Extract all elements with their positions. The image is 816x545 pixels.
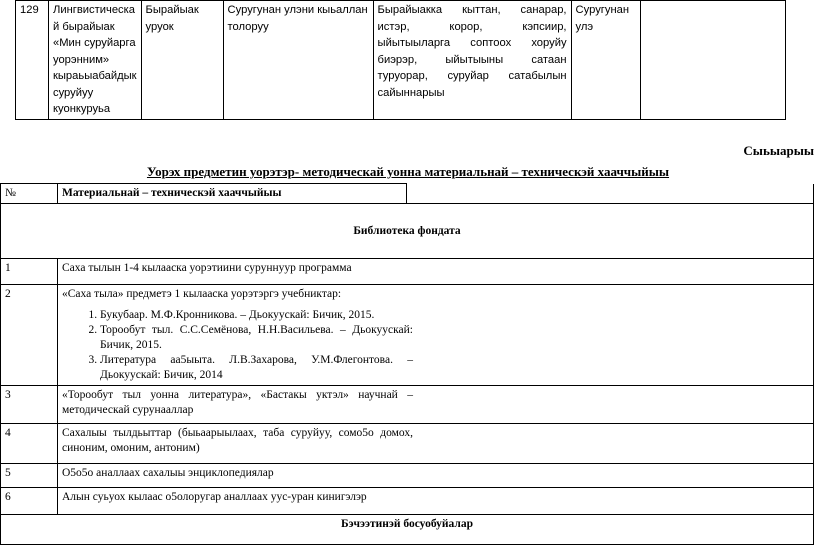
lesson-notes xyxy=(640,1,785,120)
row-number: 6 xyxy=(1,488,58,515)
section-digital-title: Бэчээтинэй босуобуйалар xyxy=(1,515,814,545)
lesson-plan-table xyxy=(15,0,786,120)
table-header xyxy=(1,184,814,204)
lesson-skills: Бырайыакка кыттан, санарар, истэр, корор, кэпсиир, ыйытыыларга соптоох хоруйу биэрэр, ыйытыыны сатаан туруорар, суруйар сатабылын сайыннарыы xyxy=(373,1,571,120)
table-row xyxy=(1,464,814,488)
table-row xyxy=(1,386,814,424)
lesson-type: Бырайыак уруок xyxy=(141,1,223,120)
lesson-number: 129 xyxy=(16,1,49,120)
row-text: Алын суьуох кылаас о5олоругар аналлаах уус-уран кинигэлэр xyxy=(58,488,814,515)
row-number: 3 xyxy=(1,386,58,424)
table-row xyxy=(1,488,814,515)
header-blank xyxy=(407,184,814,204)
row-text: Саха тылын 1-4 кылааска уорэтиини суруннуур программа xyxy=(58,259,814,285)
row-text: «Торообут тыл уонна литература», «Бастакы уктэл» научнай – методическай сурунааллар xyxy=(58,386,814,424)
section-library-title: Библиотека фондата xyxy=(1,204,814,259)
section-digital xyxy=(1,515,814,545)
header-number: № xyxy=(1,184,58,204)
table-row xyxy=(1,424,814,464)
row-text: «Саха тыла» предметэ 1 кылааска уорэтэргэ учебниктар: xyxy=(62,288,342,300)
row-text: Сахалыы тылдьыттар (быьаарыылаах, таба суруйуу, сомо5о домох, синоним, омоним, антоним) xyxy=(58,424,814,464)
lesson-topic: Лингвистическа й бырайыак «Мин суруйарга уорэнним» кыраьыабайдык суруйуу куонкуруьа xyxy=(49,1,142,120)
section-library xyxy=(1,204,814,259)
row-text: О5о5о аналлаах сахалыы энциклопедиялар xyxy=(58,464,814,488)
list-item: 3. Литература аа5ыыта. Л.В.Захарова, У.М.Флегонтова. – Дьокуускай: Бичик, 2014 xyxy=(100,353,413,383)
resources-table xyxy=(0,183,814,545)
table-row xyxy=(1,285,814,386)
row-number: 4 xyxy=(1,424,58,464)
lesson-control: Суругунан улэ xyxy=(571,1,640,120)
list-item: 1. Букубаар. М.Ф.Кронникова. – Дьокуускай: Бичик, 2015. xyxy=(100,308,413,323)
page-title: Уорэх предметин уорэтэр- методическай уонна материальнай – техническэй хааччыйыы xyxy=(146,164,670,179)
table-row xyxy=(1,259,814,285)
row-number: 5 xyxy=(1,464,58,488)
row-text-cell xyxy=(58,285,814,386)
lesson-activity: Суругунан улэни кыьаллан толоруу xyxy=(223,1,373,120)
lesson-row-129 xyxy=(16,1,786,120)
appendix-label: Сыьыарыы xyxy=(743,143,814,158)
textbook-list xyxy=(62,308,413,383)
row-number: 1 xyxy=(1,259,58,285)
list-item: 2. Торообут тыл. С.С.Семёнова, Н.Н.Васильева. – Дьокуускай: Бичик, 2015. xyxy=(100,323,413,353)
header-name: Материальнай – техническэй хааччыйыы xyxy=(58,184,407,204)
row-number: 2 xyxy=(1,285,58,386)
